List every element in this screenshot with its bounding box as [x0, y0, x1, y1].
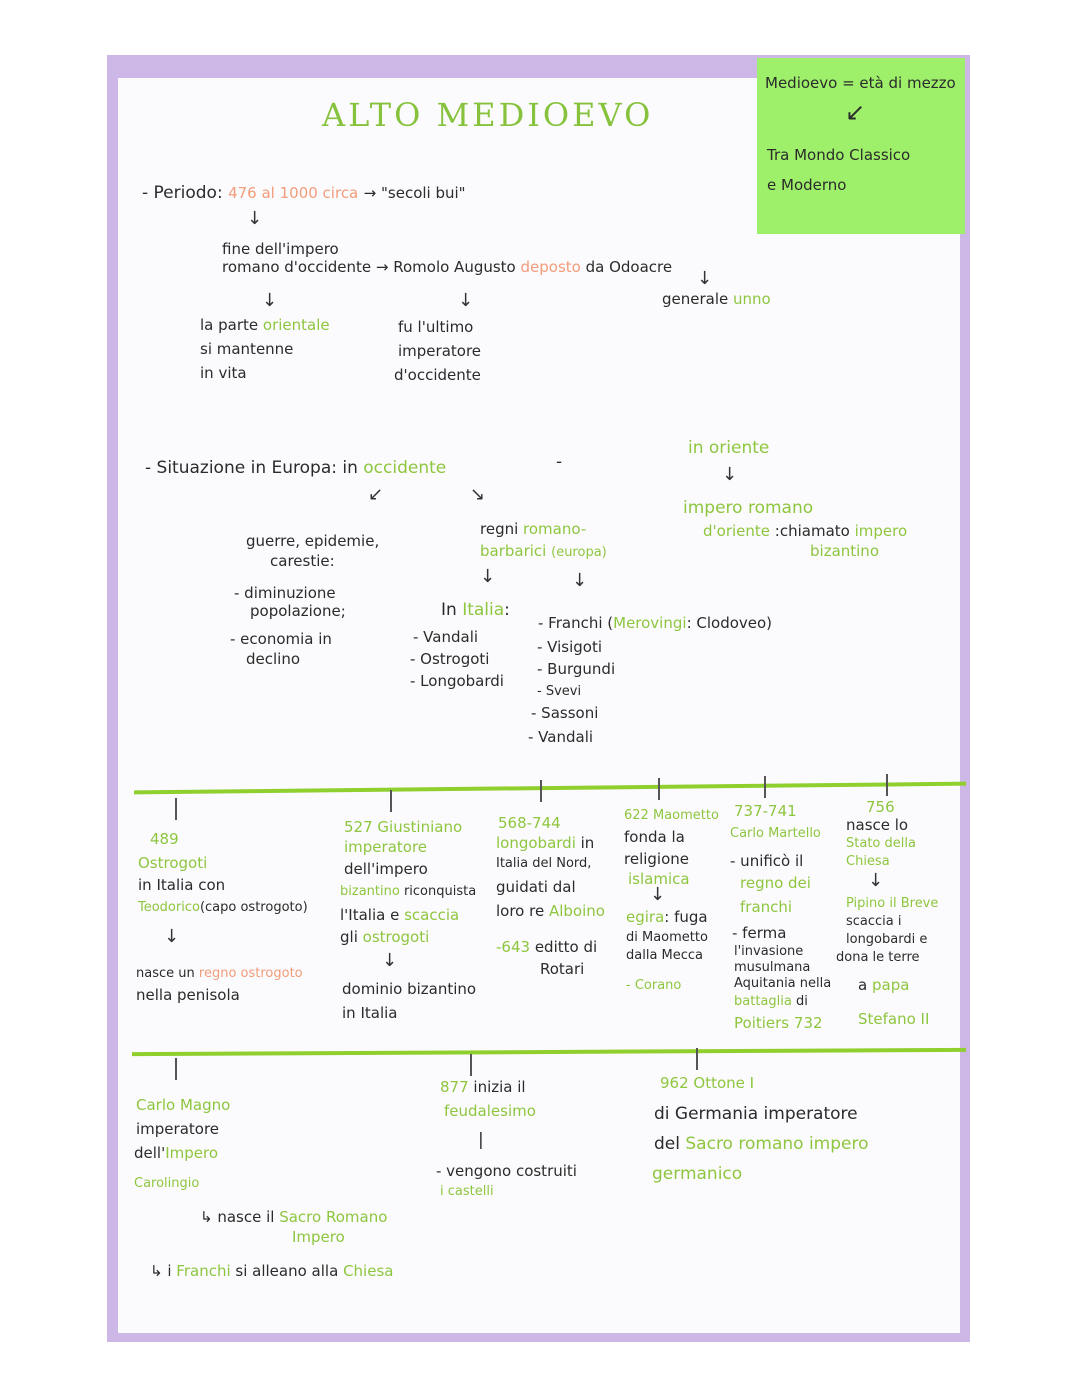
- periodo-line: [142, 183, 466, 204]
- e737-regno: regno dei: [740, 874, 811, 892]
- e489-nasce: nasce un regno ostrogoto: [136, 966, 303, 981]
- timeline-tick: [696, 1048, 698, 1070]
- e489-l1: Ostrogoti: [138, 854, 208, 872]
- sticky-line3: e Moderno: [767, 176, 847, 194]
- eu-item-4: - Sassoni: [531, 704, 599, 722]
- e622-islamica: islamica: [628, 870, 690, 888]
- regni-line2: barbarici (europa): [480, 542, 607, 560]
- e737-year: 737-741: [734, 802, 797, 820]
- mantenne: si mantenne: [200, 340, 294, 358]
- e737-invasione: l'invasione: [734, 944, 804, 959]
- e622-year: 622 Maometto: [624, 808, 719, 823]
- e622-religione: religione: [624, 850, 690, 868]
- eu-item-2: - Burgundi: [537, 660, 616, 678]
- e527-dominio2: in Italia: [342, 1004, 398, 1022]
- timeline-tick: [764, 776, 766, 798]
- in-oriente: in oriente: [688, 438, 770, 458]
- timeline-tick: [390, 790, 392, 812]
- parte-orientale: la parte orientale: [200, 316, 330, 334]
- e568-l4: loro re Alboino: [496, 902, 605, 920]
- e756-pipino: Pipino il Breve: [846, 896, 939, 911]
- e489-year: 489: [150, 830, 179, 848]
- e756-longo: longobardi e: [846, 932, 928, 947]
- e527-dell: dell'impero: [344, 860, 428, 878]
- situazione-line: - Situazione in Europa: in occidente: [145, 458, 447, 478]
- eco1: - economia in: [230, 630, 332, 648]
- carlo-l2: imperatore: [136, 1120, 220, 1138]
- periodo-label: - Periodo:: [142, 183, 223, 203]
- ultimo1: fu l'ultimo: [398, 318, 474, 336]
- it-item-3: - Longobardi: [410, 672, 504, 690]
- e737-musulmana: musulmana: [734, 960, 811, 975]
- generale-unno: generale unno: [662, 290, 771, 308]
- e756-chiesa: Chiesa: [846, 854, 890, 869]
- e756-papa: a papa: [858, 976, 910, 994]
- e756-nasce: nasce lo: [846, 816, 909, 834]
- ultimo3: d'occidente: [394, 366, 481, 384]
- e756-scaccia: scaccia i: [846, 914, 902, 929]
- situazione-dash: -: [556, 452, 563, 472]
- e527-line1: 527 Giustiniano: [344, 818, 463, 836]
- e527-imp: imperatore: [344, 838, 428, 856]
- franchi-line: - Franchi (Merovingi: Clodoveo): [538, 614, 773, 632]
- e737-poitiers: Poitiers 732: [734, 1014, 823, 1032]
- arrow-right-down-icon: ↘: [470, 484, 486, 505]
- e877-line: 877 inizia il: [440, 1078, 526, 1096]
- dim2: popolazione;: [250, 602, 346, 620]
- e962-l2: di Germania imperatore: [654, 1104, 858, 1124]
- sticky-arrow: ↙: [845, 98, 866, 126]
- e527-italia: l'Italia e scaccia: [340, 906, 460, 924]
- timeline-tick: [658, 778, 660, 800]
- guerre1: guerre, epidemie,: [246, 532, 380, 550]
- e962-l3: del Sacro romano impero: [654, 1134, 869, 1154]
- page-title: ALTO MEDIOEVO: [322, 96, 654, 134]
- e622-fonda: fonda la: [624, 828, 685, 846]
- eu-item-5: - Vandali: [528, 728, 594, 746]
- fine-line2: romano d'occidente → Romolo Augusto deposto da Odoacre: [222, 258, 673, 276]
- e489-penisola: nella penisola: [136, 986, 240, 1004]
- timeline-tick: [175, 1058, 177, 1080]
- e489-teo: Teodorico(capo ostrogoto): [138, 900, 308, 915]
- e527-biz: bizantino riconquista: [340, 884, 477, 899]
- e568-year: 568-744: [498, 814, 561, 832]
- sticky-line1: Medioevo = età di mezzo: [765, 74, 956, 92]
- e489-l2: in Italia con: [138, 876, 226, 894]
- e737-aquitania: Aquitania nella: [734, 976, 832, 991]
- e962-line: 962 Ottone I: [660, 1074, 755, 1092]
- down-arrow-icon: ↓: [458, 290, 474, 311]
- eco2: declino: [246, 650, 301, 668]
- deposto: deposto: [520, 258, 581, 276]
- e962-germ: germanico: [652, 1164, 743, 1184]
- regni-line1: regni romano-: [480, 520, 587, 538]
- periodo-range: 476 al 1000 circa: [228, 184, 359, 202]
- e737-ferma: - ferma: [732, 924, 787, 942]
- eu-item-3: - Svevi: [537, 684, 582, 699]
- ultimo2: imperatore: [398, 342, 482, 360]
- e568-l3: guidati dal: [496, 878, 576, 896]
- down-arrow-icon: ↓: [650, 884, 666, 905]
- eu-item-1: - Visigoti: [537, 638, 603, 656]
- e756-stato: Stato della: [846, 836, 916, 851]
- e527-ostrogoti: gli ostrogoti: [340, 928, 430, 946]
- impero-romano: impero romano: [683, 498, 814, 518]
- e568-longo: longobardi in: [496, 834, 595, 852]
- carlo-impero2: Impero: [292, 1228, 345, 1246]
- e568-rotari: Rotari: [540, 960, 585, 978]
- carlo-nasce: ↳ nasce il Sacro Romano: [200, 1208, 388, 1226]
- e568-editto: -643 editto di: [496, 938, 598, 956]
- fine-line1: fine dell'impero: [222, 240, 339, 258]
- in-italia: In Italia:: [441, 600, 510, 620]
- e756-dona: dona le terre: [836, 950, 920, 965]
- timeline-tick: [540, 780, 542, 802]
- e737-unifico: - unificò il: [730, 852, 804, 870]
- arrow-left-down-icon: ↙: [368, 484, 384, 505]
- oriente-chiamato: d'oriente :chiamato impero: [703, 522, 908, 540]
- carlo-l3: dell'Impero: [134, 1144, 219, 1162]
- e877-castelli: i castelli: [440, 1184, 494, 1199]
- down-arrow-icon: ↓: [262, 290, 278, 311]
- e737-battaglia: battaglia di: [734, 994, 808, 1009]
- dim1: - diminuzione: [234, 584, 336, 602]
- in-vita: in vita: [200, 364, 247, 382]
- e877-vengono: - vengono costruiti: [436, 1162, 577, 1180]
- bizantino: bizantino: [810, 542, 879, 560]
- e622-mecca: dalla Mecca: [626, 948, 704, 963]
- down-arrow-icon: ↓: [868, 870, 884, 891]
- down-arrow-icon: ↓: [480, 566, 496, 587]
- e527-dominio1: dominio bizantino: [342, 980, 477, 998]
- e737-franchi: franchi: [740, 898, 793, 916]
- down-arrow-icon: ↓: [164, 926, 180, 947]
- down-arrow-icon: ↓: [572, 570, 588, 591]
- periodo-secoli: → "secoli bui": [363, 184, 466, 202]
- timeline-tick: [175, 798, 177, 820]
- carlo-carol: Carolingio: [134, 1176, 200, 1191]
- down-arrow-icon: ↓: [722, 464, 738, 485]
- e737-carlo: Carlo Martello: [730, 826, 821, 841]
- e877-bar: |: [478, 1130, 484, 1150]
- it-item-2: - Ostrogoti: [410, 650, 490, 668]
- e622-di: di Maometto: [626, 930, 708, 945]
- e622-egira: egira: fuga: [626, 908, 708, 926]
- e756-year: 756: [866, 798, 895, 816]
- down-arrow-icon: ↓: [697, 268, 713, 289]
- down-arrow-icon: ↓: [247, 208, 263, 229]
- e756-stefano: Stefano II: [858, 1010, 930, 1028]
- timeline-tick: [470, 1054, 472, 1076]
- sticky-line2: Tra Mondo Classico: [767, 146, 911, 164]
- down-arrow-icon: ↓: [382, 950, 398, 971]
- guerre2: carestie:: [270, 552, 335, 570]
- sticky-note: [757, 58, 965, 234]
- it-item-1: - Vandali: [413, 628, 479, 646]
- timeline-tick: [886, 774, 888, 796]
- carlo-franchi: ↳ i Franchi si alleano alla Chiesa: [150, 1262, 394, 1280]
- e877-feud: feudalesimo: [444, 1102, 536, 1120]
- e622-corano: - Corano: [626, 978, 682, 993]
- carlo-l1: Carlo Magno: [136, 1096, 231, 1114]
- e568-l2: Italia del Nord,: [496, 856, 592, 871]
